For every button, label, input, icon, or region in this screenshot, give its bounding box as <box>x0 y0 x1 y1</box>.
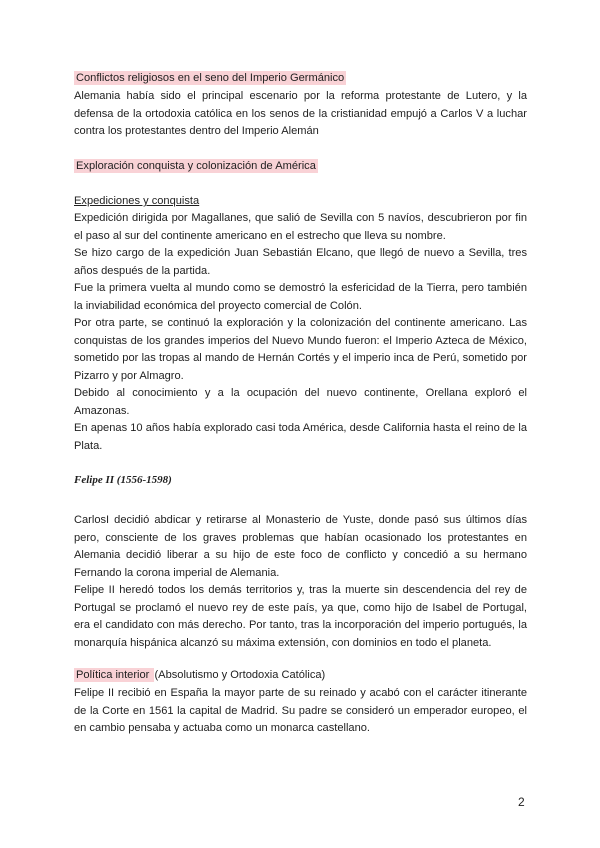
subheading-expediciones: Expediciones y conquista <box>74 195 200 207</box>
paragraph-carlos-abdica: CarlosI decidió abdicar y retirarse al Monasterio de Yuste, donde pasó sus últimos días pero, consciente de los graves problemas que habían ocasionado los protestantes en Alemania decidió liberar a su hijo de este foco de conflicto y concedió a su hermano Fernando la corona imperial de Alemania. <box>74 514 527 579</box>
paragraph-elcano: Se hizo cargo de la expedición Juan Sebastián Elcano, que llegó de nuevo a Sevilla, tres años después de la partida. <box>74 247 527 277</box>
paragraph-conquistas: Por otra parte, se continuó la exploración y la colonización del continente americano. Las conquistas de los grandes imperios del Nuevo Mundo fueron: el Imperio Azteca de México, sometido por las tropas al mando de Hernán Cortés y el imperio inca de Perú, sometido por Pizarro y por Almagro. <box>74 317 527 382</box>
paragraph-orellana: Debido al conocimiento y a la ocupación del nuevo continente, Orellana exploró el Amazonas. <box>74 387 527 417</box>
paragraph-felipe-hereda: Felipe II heredó todos los demás territorios y, tras la muerte sin descendencia del rey de Portugal se proclamó el nuevo rey de este país, ya que, como hijo de Isabel de Portugal, era el candidato con más derecho. Por tanto, tras la incorporación del imperio portugués, la monarquía hispánica alcanzó su máxima extensión, con dominios en todo el planeta. <box>74 584 527 649</box>
paragraph-conflictos: Alemania había sido el principal escenario por la reforma protestante de Lutero, y la defensa de la ortodoxia católica en los senos de la cristianidad empujó a Carlos V a luchar contra los protestantes dentro del Imperio Alemán <box>74 90 527 138</box>
section-heading-felipe: Felipe II (1556-1598) <box>74 474 172 486</box>
paragraph-diez-anos: En apenas 10 años había explorado casi toda América, desde California hasta el reino de la Plata. <box>74 422 527 452</box>
section-heading-exploracion <box>74 158 527 176</box>
section-heading-conflictos <box>74 70 527 88</box>
paragraph-magallanes: Expedición dirigida por Magallanes, que salió de Sevilla con 5 navíos, descubrieron por fin el paso al sur del continente americano en el estrecho que lleva su nombre. <box>74 212 527 242</box>
heading-highlight: Conflictos religiosos en el seno del Imperio Germánico <box>76 72 345 84</box>
heading-highlight: Exploración conquista y colonización de América <box>76 160 316 172</box>
section-heading-politica: Política interior (Absolutismo y Ortodoxia Católica) <box>76 669 326 681</box>
page-number: 2 <box>518 795 525 809</box>
heading-highlight: Política interior <box>76 669 153 681</box>
paragraph-politica-interior: Felipe II recibió en España la mayor parte de su reinado y acabó con el carácter itinerante de la Corte en 1561 la capital de Madrid. Su padre se consideró un emperador europeo, el en cambio pensaba y actuaba como un monarca castellano. <box>74 687 527 735</box>
paragraph-vuelta-mundo: Fue la primera vuelta al mundo como se demostró la esfericidad de la Tierra, pero también la inviabilidad económica del proyecto comercial de Colón. <box>74 282 527 312</box>
